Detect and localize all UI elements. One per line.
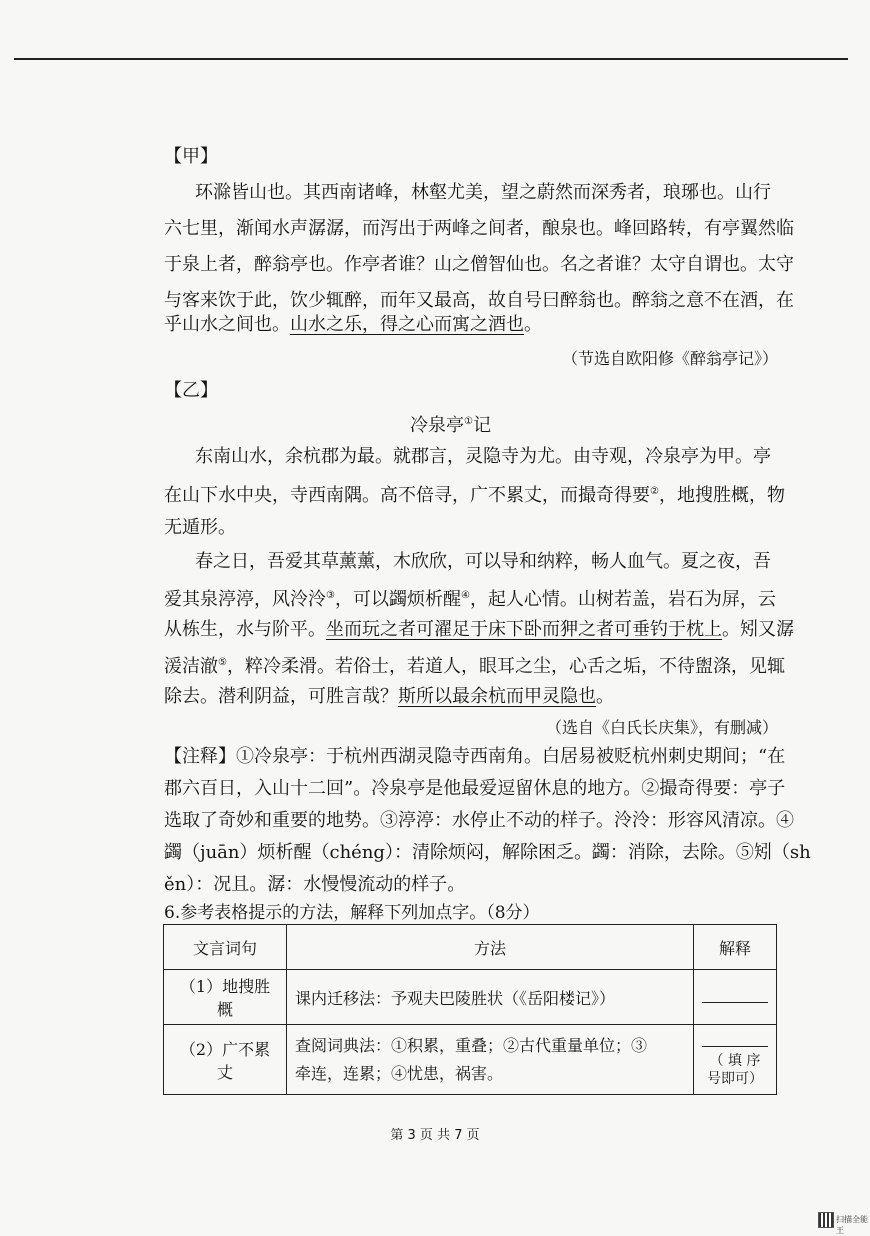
- header-phrase: 文言词句: [164, 925, 287, 970]
- row1-phrase: （1）地搜胜概: [164, 970, 287, 1025]
- yi-p2-line-5: 除去。潜利阴益，可胜言哉？斯所以最余杭而甲灵隐也。: [164, 686, 614, 707]
- section-jia-heading: 【甲】: [164, 146, 218, 167]
- yi-p2-line-1: 春之日，吾爱其草薰薰，木欣欣，可以导和纳粹，畅人血气。夏之夜，吾: [195, 551, 771, 572]
- qr-code-icon: [818, 1212, 834, 1228]
- yi-p2-line-4: 湲洁澈⑤，粹冷柔滑。若俗士，若道人，眼耳之尘，心舌之垢，不待盥涤，见辄: [164, 656, 785, 677]
- yi-p1-line-2: 在山下水中央，寺西南隅。高不倍寻，广不累丈，而撮奇得要②，地搜胜概，物: [164, 485, 785, 506]
- table-header-row: [164, 925, 777, 970]
- section-yi-heading: 【乙】: [164, 380, 218, 401]
- row1-method: 课内迁移法：予观夫巴陵胜状（《岳阳楼记》）: [287, 970, 694, 1025]
- jia-line-4: 与客来饮于此，饮少辄醉，而年又最高，故自号曰醉翁也。醉翁之意不在酒，在: [164, 290, 794, 311]
- table-row: [164, 1025, 777, 1095]
- jia-line-5: 乎山水之间也。山水之乐，得之心而寓之酒也。: [164, 314, 542, 335]
- jia-line-3: 于泉上者，醉翁亭也。作亭者谁？山之僧智仙也。名之者谁？太守自谓也。太守: [164, 254, 794, 275]
- page-footer: 第 3 页 共 7 页: [390, 1128, 480, 1143]
- header-method: 方法: [287, 925, 694, 970]
- yi-title: 冷泉亭①记: [410, 415, 491, 436]
- row2-answer-cell: [694, 1025, 777, 1095]
- yi-underlined-sentence-2: 斯所以最余杭而甲灵隐也: [398, 686, 596, 707]
- yi-p1-line-3: 无遁形。: [164, 517, 236, 538]
- yi-p2-line-3: 从栋生，水与阶平。坐而玩之者可濯足于床下卧而狎之者可垂钓于枕上。矧又潺: [164, 619, 794, 640]
- notes-line-1: 【注释】①冷泉亭：于杭州西湖灵隐寺西南角。白居易被贬杭州刺史期间；“在: [164, 746, 786, 767]
- notes-line-2: 郡六百日，入山十二回”。冷泉亭是他最爱逗留休息的地方。②撮奇得要：亭子: [164, 778, 786, 799]
- yi-p2-line-2: 爱其泉渟渟，风泠泠③，可以蠲烦析醒④，起人心情。山树若盖，岩石为屏，云: [164, 589, 776, 610]
- row1-answer-cell: [694, 970, 777, 1025]
- notes-line-5: ěn）：况且。潺：水慢慢流动的样子。: [164, 874, 466, 895]
- notes-line-3: 选取了奇妙和重要的地势。③渟渟：水停止不动的样子。泠泠：形容风清凉。④: [164, 810, 794, 831]
- row2-hint: （ 填 序 号即可）: [707, 1052, 763, 1087]
- top-rule: [14, 58, 848, 60]
- question-6: 6.参考表格提示的方法，解释下列加点字。（8分）: [164, 903, 540, 923]
- yi-underlined-sentence-1: 坐而玩之者可濯足于床下卧而狎之者可垂钓于枕上: [326, 619, 722, 640]
- header-answer: 解释: [694, 925, 777, 970]
- scanner-watermark: 扫描全能王: [836, 1215, 868, 1235]
- yi-p1-line-1: 东南山水，余杭郡为最。就郡言，灵隐寺为尤。由寺观，冷泉亭为甲。亭: [195, 446, 771, 467]
- jia-underlined-sentence: 山水之乐，得之心而寓之酒也: [290, 314, 524, 335]
- jia-line-1: 环滁皆山也。其西南诸峰，林壑尤美，望之蔚然而深秀者，琅琊也。山行: [195, 182, 771, 203]
- row2-answer-blank[interactable]: [702, 1032, 768, 1047]
- yi-citation: （选自《白氏长庆集》，有删减）: [545, 718, 778, 737]
- notes-line-4: 蠲（juān）烦析醒（chéng）：清除烦闷，解除困乏。蠲：消除，去除。⑤矧（sh: [164, 842, 811, 863]
- row2-phrase: （2）广不累丈: [164, 1025, 287, 1095]
- jia-citation: （节选自欧阳修《醉翁亭记》）: [561, 349, 778, 368]
- row1-answer-blank[interactable]: [702, 988, 768, 1003]
- table-row: [164, 970, 777, 1025]
- row2-method: 查阅词典法：①积累，重叠；②古代重量单位；③ 牵连，连累；④忧患，祸害。: [287, 1025, 694, 1095]
- answer-table: [163, 924, 777, 1095]
- jia-line-2: 六七里，渐闻水声潺潺，而泻出于两峰之间者，酿泉也。峰回路转，有亭翼然临: [164, 218, 794, 239]
